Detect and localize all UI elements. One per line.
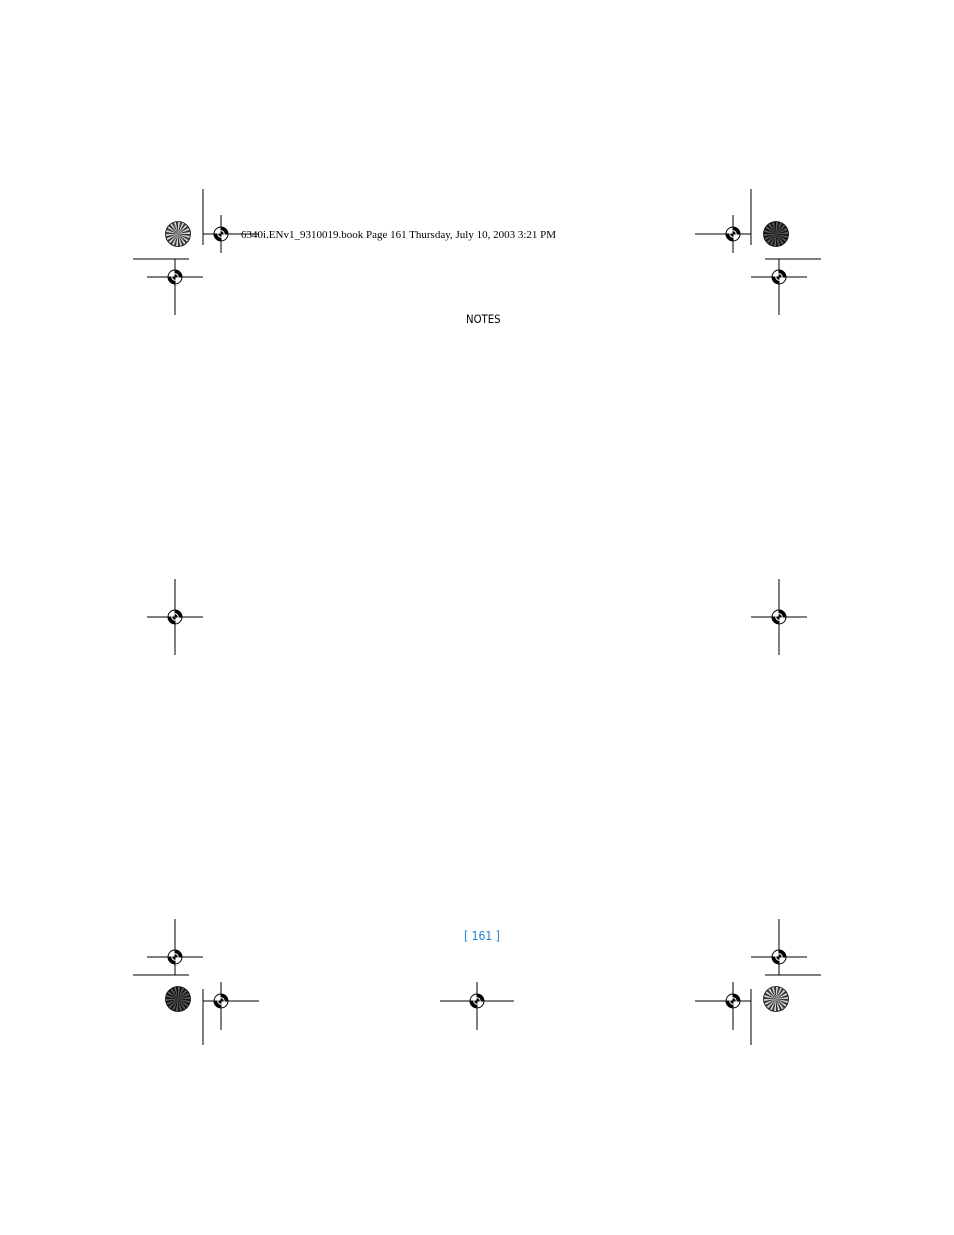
starburst-icon	[166, 987, 191, 1012]
crosshair-target-icon	[695, 982, 751, 1030]
crosshair-target-icon	[147, 259, 203, 315]
starburst-icon	[764, 987, 789, 1012]
crop-lines	[133, 189, 821, 1045]
crosshair-target-icon	[147, 919, 203, 975]
starburst-icons	[166, 222, 789, 1012]
crosshair-target-icon	[440, 982, 514, 1030]
print-slug: 6340i.ENv1_9310019.book Page 161 Thursday, July 10, 2003 3:21 PM	[241, 229, 557, 241]
crosshair-target-icon	[751, 579, 807, 655]
crosshair-target-icon	[147, 579, 203, 655]
starburst-icon	[764, 222, 789, 247]
crosshair-target-icon	[751, 919, 807, 975]
crosshair-target-icon	[203, 982, 259, 1030]
page-number: [ 161 ]	[464, 929, 500, 943]
page-heading: NOTES	[466, 312, 501, 326]
starburst-icon	[166, 222, 191, 247]
crosshair-target-icon	[695, 215, 751, 253]
crosshair-target-icon	[203, 215, 259, 253]
crosshair-target-icon	[751, 259, 807, 315]
